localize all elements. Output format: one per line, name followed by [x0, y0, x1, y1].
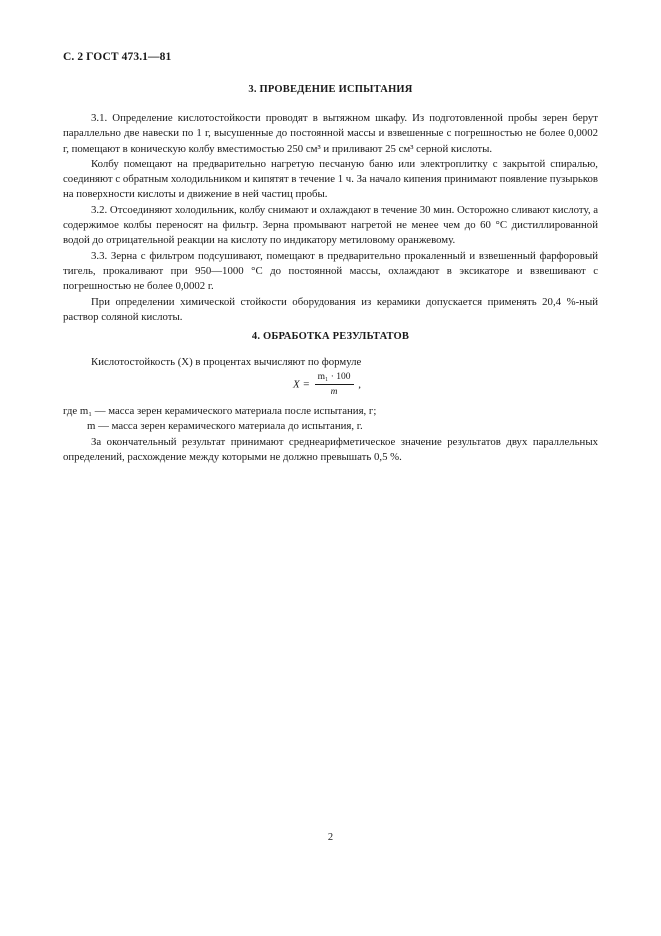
paragraph-3-3-note: При определении химической стойкости оборудования из керамики допускается применять 20,4 %-ный раствор соляной кислоты. — [63, 295, 598, 323]
section-3-body — [63, 111, 598, 325]
formula-intro: Кислотостойкость (X) в процентах вычисляют по формуле — [91, 356, 362, 368]
formula-trailing: , — [358, 378, 362, 391]
section-4-intro-block — [63, 355, 598, 370]
paragraph-3-3: 3.3. Зерна с фильтром подсушивают, помещают в предварительно прокаленный и взвешенный фарфоровый тигель, прокаливают при 950—1000 °С до постоянной массы, охлаждают в эксикаторе и взвешивают с погрешностью не более 0,0002 г. — [63, 249, 598, 293]
formula — [293, 371, 361, 398]
section-4-title: 4. ОБРАБОТКА РЕЗУЛЬТАТОВ — [251, 331, 410, 342]
section-3-title: 3. ПРОВЕДЕНИЕ ИСПЫТАНИЯ — [248, 84, 413, 95]
paragraph-3-1: 3.1. Определение кислотостойкости проводят в вытяжном шкафу. Из подготовленной пробы зерен берут параллельно две навески по 1 г, высушенные до постоянной массы и взвешенные с погрешностью не более 0,0002 г, помещают в коническую колбу вместимостью 250 см³ и приливают 25 см³ серной кислоты. — [63, 112, 598, 155]
where-line-1: где m₁ — масса зерен керамического материала после испытания, г; — [63, 405, 377, 417]
formula-fraction — [315, 371, 354, 398]
formula-lhs: X = — [293, 378, 310, 391]
paragraph-3-2: 3.2. Отсоединяют холодильник, колбу снимают и охлаждают в течение 30 мин. Осторожно сливают кислоту, а содержимое колбы переносят на фильтр. Зерна промывают нагретой не менее чем до 60 °С дистиллированной водой до отрицательной реакции на кислоту по индикатору метиловому оранжевому. — [63, 203, 599, 247]
document-header: С. 2 ГОСТ 473.1—81 — [63, 51, 172, 63]
paragraph-3-1-cont: Колбу помещают на предварительно нагретую песчаную баню или электроплитку с закрытой спиралью, соединяют с обратным холодильником и кипятят в течение 1 ч. За начало кипения принимают появление пузырьков на поверхности кислоты и движение в ней частиц пробы. — [63, 157, 599, 201]
where-line-2: m — масса зерен керамического материала до испытания, г. — [87, 420, 363, 433]
formula-numerator: m₁ · 100 — [315, 371, 354, 385]
page-number: 2 — [327, 832, 334, 843]
section-4-body — [63, 404, 598, 465]
final-paragraph: За окончательный результат принимают среднеарифметическое значение результатов двух параллельных определений, расхождение между которыми не должно превышать 0,5 %. — [63, 435, 598, 463]
formula-denominator: m — [330, 387, 338, 397]
